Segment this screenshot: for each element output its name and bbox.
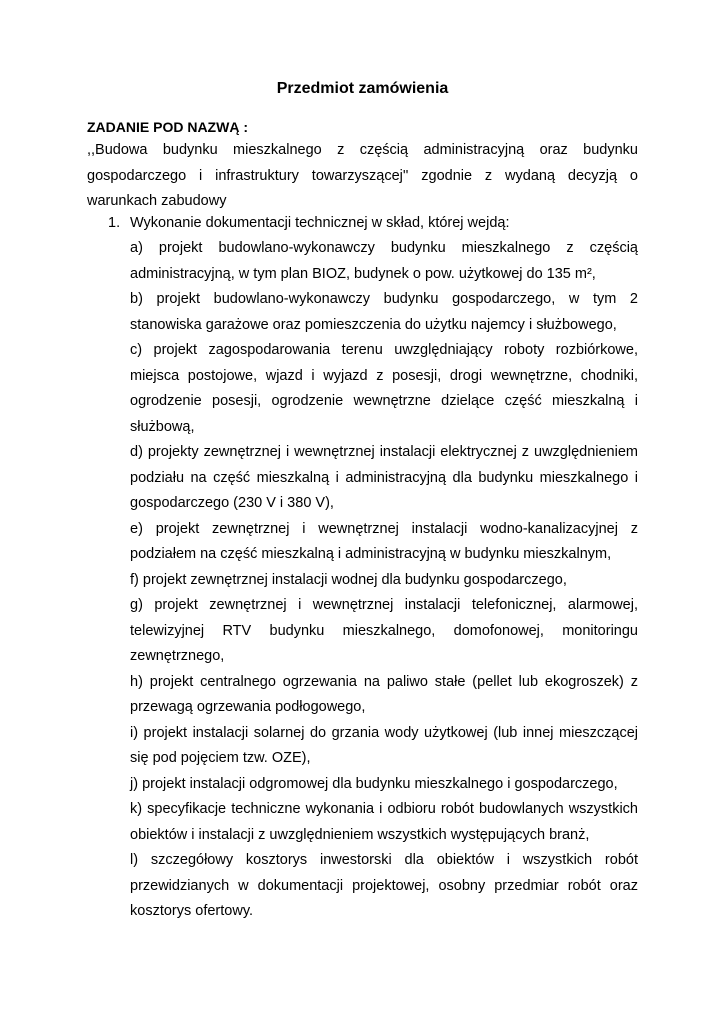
sub-item-j: j) projekt instalacji odgromowej dla budynku mieszkalnego i gospodarczego,: [130, 775, 618, 792]
list-number: 1.: [108, 215, 121, 231]
sub-item-b: b) projekt budowlano-wykonawczy budynku gospodarczego, w tym 2 stanowiska garażowe oraz pomieszczenia do użytku najemcy i służbowego,: [130, 291, 638, 333]
sub-item-g: g) projekt zewnętrznej i wewnętrznej instalacji telefonicznej, alarmowej, telewizyjnej RTV budynku mieszkalnego, domofonowej, monitoringu zewnętrznego,: [130, 597, 638, 664]
sub-item-c: c) projekt zagospodarowania terenu uwzględniający roboty rozbiórkowe, miejsca postojowe, wjazd i wyjazd z posesji, drogi wewnętrzne, chodniki, ogrodzenie posesji, ogrodzenie wewnętrzne dzielące część mieszkalną i służbową,: [130, 342, 638, 435]
sub-item-d: d) projekty zewnętrznej i wewnętrznej instalacji elektrycznej z uwzględnieniem podziału na część mieszkalną i administracyjną dla budynku mieszkalnego i gospodarczego (230 V i 380 V),: [130, 444, 638, 511]
sub-item-e: e) projekt zewnętrznej i wewnętrznej instalacji wodno-kanalizacyjnej z podziałem na część mieszkalną i administracyjną w budynku mieszkalnym,: [130, 520, 638, 562]
sub-item-l: l) szczegółowy kosztorys inwestorski dla obiektów i wszystkich robót przewidzianych w dokumentacji projektowej, osobny przedmiar robót oraz kosztorys ofertowy.: [130, 852, 638, 919]
task-heading: ZADANIE POD NAZWĄ :: [87, 119, 248, 135]
sub-item-list: [130, 236, 638, 925]
sub-item-a: a) projekt budowlano-wykonawczy budynku mieszkalnego z częścią administracyjną, w tym plan BIOZ, budynek o pow. użytkowej do 135 m²,: [130, 240, 638, 282]
list-item-text: Wykonanie dokumentacji technicznej w skład, której wejdą:: [130, 215, 510, 231]
sub-item-k: k) specyfikacje techniczne wykonania i odbioru robót budowlanych wszystkich obiektów i instalacji z uwzględnieniem wszystkich występujących branż,: [130, 801, 638, 843]
document-title: Przedmiot zamówienia: [276, 80, 449, 97]
sub-item-f: f) projekt zewnętrznej instalacji wodnej dla budynku gospodarczego,: [130, 571, 567, 588]
sub-item-h: h) projekt centralnego ogrzewania na paliwo stałe (pellet lub ekogroszek) z przewagą ogrzewania podłogowego,: [130, 673, 638, 715]
task-description: ,,Budowa budynku mieszkalnego z częścią administracyjną oraz budynku gospodarczego i infrastruktury towarzyszącej'' zgodnie z wydaną decyzją o warunkach zabudowy: [87, 142, 638, 209]
sub-item-i: i) projekt instalacji solarnej do grzania wody użytkowej (lub innej mieszczącej się pod pojęciem tzw. OZE),: [130, 724, 638, 766]
